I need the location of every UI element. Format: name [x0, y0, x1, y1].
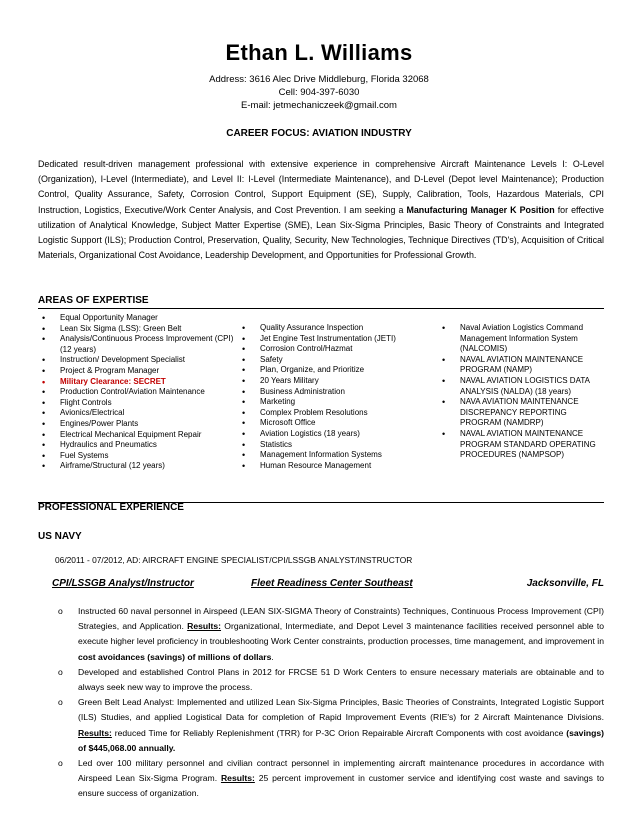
expertise-item: • 20 Years Military — [240, 376, 425, 387]
expertise-item: • Project & Program Manager — [40, 366, 235, 377]
results-label: Results: — [187, 621, 222, 632]
expertise-item: • Microsoft Office — [240, 418, 425, 429]
expertise-heading: AREAS OF EXPERTISE — [38, 295, 149, 306]
accomplishment-text: Instructed 60 naval personnel in Airspeed (LEAN SIX-SIGMA Theory of Constraints) Techniques, Continuous Process Improvement (CPI) Strategies, and Application. — [78, 606, 604, 632]
accomplishment-text: Organizational, Intermediate, and Depot Level 3 maintenance facilities received personnel able to execute higher level proficiency in troubleshooting Work Center constraints, production processes, time management, and improvement in — [78, 621, 604, 647]
expertise-column-1 — [40, 313, 235, 472]
expertise-column-3 — [440, 323, 610, 461]
expertise-item: • Quality Assurance Inspection — [240, 323, 425, 334]
accomplishment-text: . — [271, 651, 274, 662]
job-accomplishments — [58, 604, 604, 802]
address-line: Address: 3616 Alec Drive Middleburg, Florida 32068 — [209, 74, 429, 85]
career-focus: CAREER FOCUS: AVIATION INDUSTRY — [226, 128, 412, 139]
accomplishment-text: Green Belt Lead Analyst: Implemented and utilized Lean Six-Sigma Principles, Basic Theories of Constraints, Integrated Logistic Support (ILS) Studies, and applied Logistical Data for completion of Rapid Improvement Events (RIE's) for 2 Aircraft Maintenance Divisions. — [78, 697, 604, 723]
highlight-text: cost avoidances (savings) of millions of dollars — [78, 651, 272, 662]
expertise-column-2 — [240, 323, 425, 471]
expertise-item: • Analysis/Continuous Process Improvement (CPI) (12 years) — [40, 334, 235, 355]
results-label: Results: — [78, 727, 112, 738]
branch-name: US NAVY — [38, 531, 82, 542]
expertise-item: • NAVAL AVIATION LOGISTICS DATA ANALYSIS (NALDA) (18 years) — [440, 376, 610, 397]
expertise-item: • Marketing — [240, 397, 425, 408]
expertise-item: • Engines/Power Plants — [40, 419, 235, 430]
expertise-item: • Flight Controls — [40, 398, 235, 409]
expertise-item: • NAVAL AVIATION MAINTENANCE PROGRAM STANDARD OPERATING PROCEDURES (NAMPSOP) — [440, 429, 610, 461]
expertise-item: • Hydraulics and Pneumatics — [40, 440, 235, 451]
expertise-item: • Plan, Organize, and Prioritize — [240, 365, 425, 376]
accomplishment-item — [58, 665, 604, 695]
expertise-item: • Aviation Logistics (18 years) — [240, 429, 425, 440]
email-line: E-mail: jetmechaniczeek@gmail.com — [241, 100, 397, 111]
expertise-item: • Electrical Mechanical Equipment Repair — [40, 430, 235, 441]
accomplishment-item — [58, 695, 604, 756]
expertise-item: • Management Information Systems — [240, 450, 425, 461]
expertise-item: • Business Administration — [240, 387, 425, 398]
summary-text-2: for effective utilization of Analytical Knowledge, Subject Matter Expertise (SME), Lean Six-Sigma Principles, Basic Theory of Constraints and Integrated Logistic Support (ILS); Production Control, Preservation, Quality, Security, New Technologies, Technique Directives (TD's), Acquisition of Critical Materials, Organizational Cost Avoidance, Leadership Development, and Opportunities for Professional Growth. — [38, 204, 604, 261]
accomplishment-item — [58, 604, 604, 665]
expertise-item: • Naval Aviation Logistics Command Management Information System (NALCOMIS) — [440, 323, 610, 355]
summary-target-position: Manufacturing Manager K Position — [406, 204, 555, 215]
job-title: CPI/LSSGB Analyst/Instructor — [52, 578, 194, 589]
accomplishment-text: Developed and established Control Plans in 2012 for FRCSE 51 D Work Centers to ensure necessary materials are obtainable and to always seek new way to improve the process. — [78, 666, 604, 693]
expertise-item: • Equal Opportunity Manager — [40, 313, 235, 324]
summary-text-1: Dedicated result-driven management professional with extensive experience in comprehensive Aircraft Maintenance Levels I: O-Level (Organization), I-Level (Intermediate), and Level II: I-Level (Intermediate Maintenance), and D-Level (Depot level Maintenance); Production Control, Quality Assurance, Safety, Corrosion Control, Support Equipment (SE), Supply, Calibration, Tools, Hazardous Materials, CPI Instruction, Logistics, Executive/Work Center Analysis, and Cost Prevention. I am seeking a — [38, 159, 604, 215]
summary-paragraph — [38, 157, 604, 263]
expertise-item: • Complex Problem Resolutions — [240, 408, 425, 419]
expertise-item: • Corrosion Control/Hazmat — [240, 344, 425, 355]
candidate-name: Ethan L. Williams — [225, 40, 413, 65]
cell-line: Cell: 904-397-6030 — [278, 87, 360, 98]
accomplishment-text: reduced Time for Reliably Replenishment (TRR) for P-3C Orion Repairable Aircraft Components with cost avoidance — [111, 727, 567, 738]
expertise-item: • Jet Engine Test Instrumentation (JETI) — [240, 334, 425, 345]
results-label: Results: — [220, 773, 255, 784]
job-organization: Fleet Readiness Center Southeast — [251, 578, 413, 589]
expertise-item: • Lean Six Sigma (LSS): Green Belt — [40, 324, 235, 335]
expertise-item: • Avionics/Electrical — [40, 408, 235, 419]
expertise-divider — [38, 308, 604, 309]
experience-heading: PROFESSIONAL EXPERIENCE — [38, 502, 184, 513]
job-location: Jacksonville, FL — [526, 578, 604, 589]
expertise-item: • Safety — [240, 355, 425, 366]
accomplishment-text: Led over 100 military personnel and civilian contract personnel in implementing aircraft maintenance procedures in accordance with Airspeed Lean Six-Sigma Program. — [78, 758, 604, 784]
highlight-text: (savings) of $445,068.00 annually. — [78, 727, 604, 753]
expertise-item: • NAVAL AVIATION MAINTENANCE PROGRAM (NAMP) — [440, 355, 610, 376]
expertise-item: • Production Control/Aviation Maintenance — [40, 387, 235, 398]
expertise-item: • Airframe/Structural (12 years) — [40, 461, 235, 472]
expertise-item: • Human Resource Management — [240, 461, 425, 472]
job-dates: 06/2011 - 07/2012, AD: AIRCRAFT ENGINE SPECIALIST/CPI/LSSGB ANALYST/INSTRUCTOR — [55, 555, 413, 565]
expertise-item: • Statistics — [240, 440, 425, 451]
expertise-item: • Instruction/ Development Specialist — [40, 355, 235, 366]
accomplishment-text: 25 percent improvement in customer service and identifying cost waste and savings to ensure success of organization. — [78, 773, 604, 799]
expertise-item: • NAVA AVIATION MAINTENANCE DISCREPANCY REPORTING PROGRAM (NAMDRP) — [440, 397, 610, 429]
accomplishment-item — [58, 756, 604, 802]
expertise-item: • Military Clearance: SECRET — [40, 377, 235, 388]
expertise-item: • Fuel Systems — [40, 451, 235, 462]
